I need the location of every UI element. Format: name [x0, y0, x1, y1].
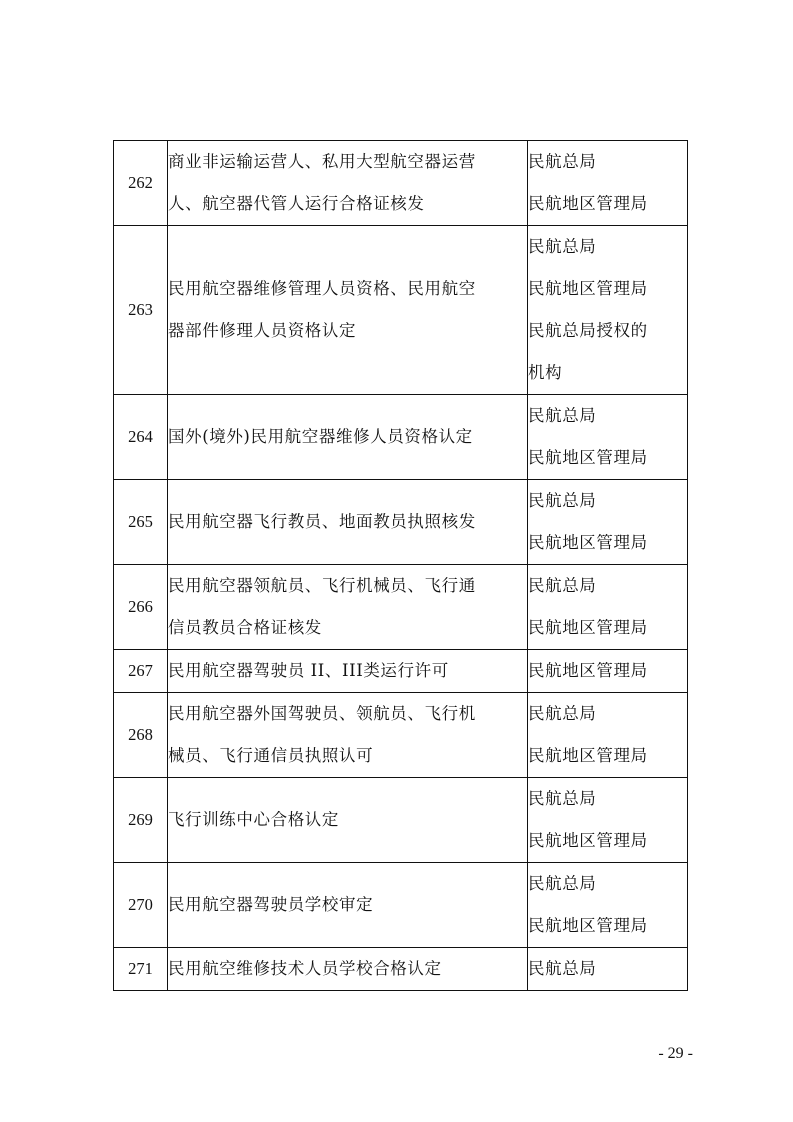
table-body — [114, 141, 688, 991]
description-line: 械员、飞行通信员执照认可 — [168, 746, 374, 765]
authority-line: 机构 — [528, 363, 563, 382]
item-description — [168, 395, 528, 480]
item-number: 269 — [114, 778, 168, 863]
table-row — [114, 778, 688, 863]
authority-line: 民航总局 — [528, 789, 597, 808]
item-authority — [528, 565, 688, 650]
item-authority — [528, 693, 688, 778]
description-line: 国外(境外)民用航空器维修人员资格认定 — [168, 427, 473, 446]
table-row — [114, 480, 688, 565]
item-number: 270 — [114, 863, 168, 948]
authority-line: 民航地区管理局 — [528, 618, 648, 637]
table-row — [114, 141, 688, 226]
item-authority — [528, 778, 688, 863]
item-description — [168, 141, 528, 226]
licensing-table — [113, 140, 688, 991]
description-line: 民用航空维修技术人员学校合格认定 — [168, 959, 442, 978]
table-row — [114, 948, 688, 991]
table-row — [114, 226, 688, 395]
description-line: 器部件修理人员资格认定 — [168, 321, 357, 340]
item-number: 268 — [114, 693, 168, 778]
description-line: 民用航空器外国驾驶员、领航员、飞行机 — [168, 704, 476, 723]
authority-line: 民航总局 — [528, 152, 597, 171]
item-number: 262 — [114, 141, 168, 226]
description-line: 民用航空器维修管理人员资格、民用航空 — [168, 279, 476, 298]
item-authority — [528, 480, 688, 565]
item-description — [168, 693, 528, 778]
description-line: 飞行训练中心合格认定 — [168, 810, 339, 829]
description-line: 人、航空器代管人运行合格证核发 — [168, 194, 425, 213]
authority-line: 民航地区管理局 — [528, 448, 648, 467]
item-description — [168, 565, 528, 650]
description-line: 信员教员合格证核发 — [168, 618, 322, 637]
description-line: 民用航空器驾驶员学校审定 — [168, 895, 374, 914]
page-number: - 29 - — [658, 1045, 693, 1062]
description-line: 民用航空器飞行教员、地面教员执照核发 — [168, 512, 476, 531]
item-description — [168, 650, 528, 693]
item-authority — [528, 395, 688, 480]
description-line: 民用航空器驾驶员 II、III类运行许可 — [168, 661, 449, 680]
authority-line: 民航地区管理局 — [528, 194, 648, 213]
item-number: 265 — [114, 480, 168, 565]
authority-line: 民航总局 — [528, 491, 597, 510]
item-authority — [528, 863, 688, 948]
item-description — [168, 778, 528, 863]
authority-line: 民航地区管理局 — [528, 916, 648, 935]
authority-line: 民航总局 — [528, 576, 597, 595]
item-description — [168, 863, 528, 948]
authority-line: 民航总局 — [528, 874, 597, 893]
table-row — [114, 863, 688, 948]
authority-line: 民航总局 — [528, 406, 597, 425]
authority-line: 民航总局 — [528, 959, 597, 978]
item-number: 263 — [114, 226, 168, 395]
table-row — [114, 650, 688, 693]
item-number: 264 — [114, 395, 168, 480]
authority-line: 民航地区管理局 — [528, 661, 648, 680]
table-row — [114, 693, 688, 778]
item-description — [168, 948, 528, 991]
authority-line: 民航总局 — [528, 237, 597, 256]
item-authority — [528, 141, 688, 226]
table-row — [114, 395, 688, 480]
description-line: 民用航空器领航员、飞行机械员、飞行通 — [168, 576, 476, 595]
item-number: 266 — [114, 565, 168, 650]
item-authority — [528, 226, 688, 395]
authority-line: 民航地区管理局 — [528, 279, 648, 298]
authority-line: 民航地区管理局 — [528, 533, 648, 552]
authority-line: 民航地区管理局 — [528, 831, 648, 850]
item-description — [168, 480, 528, 565]
item-number: 267 — [114, 650, 168, 693]
item-description — [168, 226, 528, 395]
authority-line: 民航总局授权的 — [528, 321, 648, 340]
item-authority — [528, 650, 688, 693]
authority-line: 民航总局 — [528, 704, 597, 723]
item-authority — [528, 948, 688, 991]
item-number: 271 — [114, 948, 168, 991]
authority-line: 民航地区管理局 — [528, 746, 648, 765]
description-line: 商业非运输运营人、私用大型航空器运营 — [168, 152, 476, 171]
table-row — [114, 565, 688, 650]
